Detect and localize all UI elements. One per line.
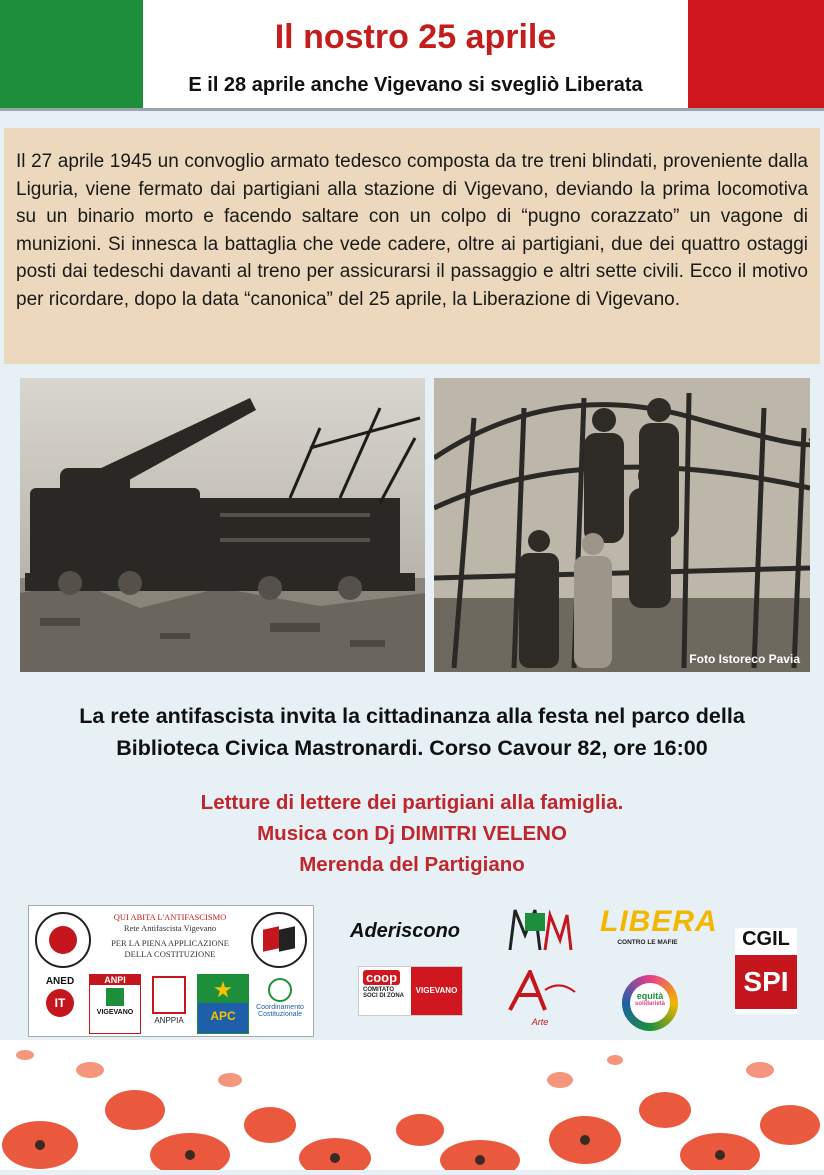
flag-red-band	[688, 0, 824, 110]
apc-label: APC	[210, 1009, 236, 1023]
header-banner	[0, 0, 824, 110]
arte-icon	[500, 970, 580, 1012]
equita-logo	[622, 975, 678, 1031]
event-list	[0, 787, 824, 880]
flag-green-band	[0, 0, 143, 110]
story-text: Il 27 aprile 1945 un convoglio armato tedesco composta da tre treni blindati, proveniente dalla Liguria, viene fermato dai partigiani alla stazione di Vigevano, deviando la prima locomotiva su un binario morto e facendo saltare con un colpo di “pugno corazzato” un vagone di munizioni. Si innesca la battaglia che vede cadere, oltre ai partigiani, due dei quattro ostaggi posti dai tedeschi davanti al treno per assicurarsi il passaggio e altri sette civili. Ecco il motivo per ricordare, dopo la data “canonica” del 25 aprile, la Liberazione di Vigevano.	[16, 151, 808, 310]
cgil-label: CGIL	[742, 928, 790, 950]
event-music: Musica con Dj DIMITRI VELENO	[257, 822, 567, 845]
coop-label: coop	[363, 970, 400, 985]
poppies-illustration	[0, 1040, 824, 1170]
header-divider	[0, 108, 824, 111]
coop-sub-2: SOCI DI ZONA	[363, 993, 405, 999]
partisans-illustration	[434, 378, 810, 672]
poster-subtitle: E il 28 aprile anche Vigevano si svegliò Liberata	[188, 74, 643, 96]
invitation-text	[0, 700, 824, 764]
partisans-photo	[434, 378, 810, 672]
photo-credit: Foto Istoreco Pavia	[689, 652, 800, 666]
poppy-field-decoration	[0, 1040, 824, 1170]
anpi-city: VIGEVANO	[96, 1009, 134, 1016]
coordinamento-line-1: Coordinamento	[256, 1004, 304, 1011]
aned-label: ANED	[45, 976, 75, 987]
armored-train-photo	[20, 378, 425, 672]
poppy-circle-logo	[35, 912, 91, 968]
libera-label: LIBERA	[600, 905, 718, 938]
aned-logo	[35, 976, 85, 1032]
cgil-spi-logo	[735, 928, 797, 1014]
coop-logo	[358, 966, 463, 1016]
anpi-logo	[89, 974, 141, 1034]
network-text-block	[95, 912, 245, 960]
aderiscono-label: Aderiscono	[350, 920, 461, 942]
invite-line-2: Biblioteca Civica Mastronardi. Corso Cavour 82, ore 16:00	[116, 736, 708, 760]
equita-label-1: equità	[636, 991, 664, 1001]
network-line-2: Rete Antifascista Vigevano	[123, 923, 217, 933]
mural-logo	[505, 905, 575, 955]
anpi-emblem	[106, 988, 124, 1006]
libera-sub: CONTRO LE MAFIE	[617, 939, 678, 946]
network-line-3: PER LA PIENA APPLICAZIONE	[111, 938, 229, 948]
aned-it-badge: IT	[46, 989, 74, 1017]
network-line-1: QUI ABITA L'ANTIFASCISMO	[113, 912, 227, 922]
equita-label-2: solidarietà	[634, 1001, 665, 1007]
event-letters: Letture di lettere dei partigiani alla famiglia.	[200, 791, 624, 814]
network-line-4: DELLA COSTITUZIONE	[124, 949, 216, 959]
arte-logo	[500, 970, 580, 1030]
antifa-flag-logo	[251, 912, 307, 968]
apc-logo	[197, 974, 249, 1034]
armored-train-illustration	[20, 378, 425, 672]
arte-label: Arte	[531, 1017, 549, 1027]
mural-icon	[505, 905, 575, 955]
coop-city: VIGEVANO	[411, 967, 462, 1015]
spi-label: SPI	[735, 955, 797, 1009]
equita-inner	[630, 983, 670, 1023]
coordinamento-emblem	[268, 978, 292, 1002]
event-snack: Merenda del Partigiano	[299, 853, 525, 876]
story-panel	[4, 128, 820, 364]
anpi-label: ANPI	[90, 975, 140, 985]
libera-logo	[600, 905, 718, 960]
coop-left	[359, 967, 411, 1015]
invite-line-1: La rete antifascista invita la cittadinanza alla festa nel parco della	[79, 704, 745, 728]
coop-sub-1: COMITATO	[363, 987, 394, 993]
coordinamento-line-2: Costituzionale	[258, 1011, 302, 1018]
poster-title: Il nostro 25 aprile	[274, 18, 557, 56]
anppia-label: ANPPIA	[154, 1016, 184, 1025]
coordinamento-logo	[251, 974, 309, 1032]
anppia-logo	[144, 974, 194, 1032]
antifascist-network-logos	[28, 905, 314, 1037]
anppia-emblem	[152, 976, 186, 1014]
